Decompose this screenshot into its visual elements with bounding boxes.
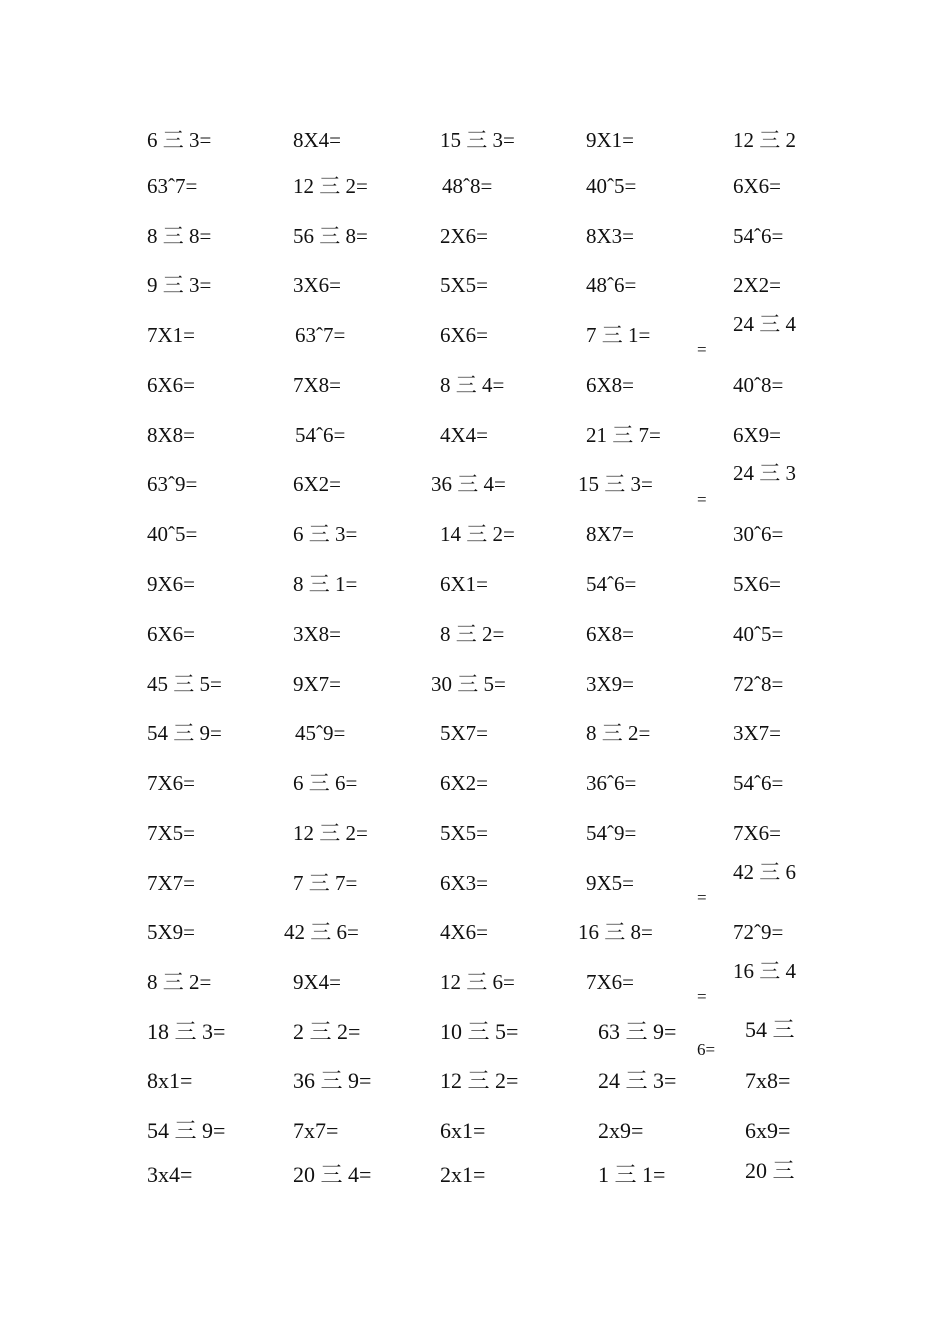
problem-r11-c5: 40ˆ5= [733, 622, 784, 646]
problem-r18-c1: 8 三 2= [147, 970, 212, 994]
problem-r21-c5: 6x9= [745, 1118, 791, 1143]
problem-r8-c4: 15 三 3= [578, 472, 653, 496]
wrapped-equals-mark: = [697, 987, 707, 1006]
problem-r1-c5: 12 三 2 [733, 128, 796, 152]
problem-r20-c3: 12 三 2= [440, 1068, 519, 1093]
problem-r19-c4: 63 三 9= [598, 1019, 677, 1044]
problem-r19-c1: 18 三 3= [147, 1019, 226, 1044]
problem-r6-c2: 7X8= [293, 373, 342, 397]
problem-r18-c2: 9X4= [293, 970, 342, 994]
problem-r13-c3: 5X7= [440, 721, 489, 745]
problem-r13-c2: 45ˆ9= [295, 721, 346, 745]
problem-r7-c2: 54ˆ6= [295, 423, 346, 447]
problem-r21-c4: 2x9= [598, 1118, 644, 1143]
problem-r12-c5: 72ˆ8= [733, 672, 784, 696]
problem-r7-c3: 4X4= [440, 423, 489, 447]
problem-r13-c1: 54 三 9= [147, 721, 222, 745]
problem-r9-c2: 6 三 3= [293, 522, 358, 546]
problem-r10-c1: 9X6= [147, 572, 196, 596]
problem-r22-c5: 20 三 [745, 1158, 795, 1183]
problem-r16-c4: 9X5= [586, 871, 635, 895]
problem-r4-c3: 5X5= [440, 273, 489, 297]
problem-r20-c2: 36 三 9= [293, 1068, 372, 1093]
problem-r6-c1: 6X6= [147, 373, 196, 397]
problem-r19-c3: 10 三 5= [440, 1019, 519, 1044]
problem-r14-c4: 36ˆ6= [586, 771, 637, 795]
problem-r14-c5: 54ˆ6= [733, 771, 784, 795]
problem-r18-c4: 7X6= [586, 970, 635, 994]
problem-r18-c3: 12 三 6= [440, 970, 515, 994]
problem-r14-c3: 6X2= [440, 771, 489, 795]
problem-r9-c4: 8X7= [586, 522, 635, 546]
problem-r12-c3: 30 三 5= [431, 672, 506, 696]
problem-r22-c3: 2x1= [440, 1162, 486, 1187]
problem-r14-c2: 6 三 6= [293, 771, 358, 795]
problem-r15-c1: 7X5= [147, 821, 196, 845]
problem-r2-c2: 12 三 2= [293, 174, 368, 198]
problem-r6-c5: 40ˆ8= [733, 373, 784, 397]
problem-r5-c5: 24 三 4 [733, 312, 796, 336]
problem-r3-c2: 56 三 8= [293, 224, 368, 248]
problem-r8-c5: 24 三 3 [733, 461, 796, 485]
problem-r17-c5: 72ˆ9= [733, 920, 784, 944]
wrapped-equals-mark: 6= [697, 1040, 716, 1059]
problem-r4-c1: 9 三 3= [147, 273, 212, 297]
problem-r16-c1: 7X7= [147, 871, 196, 895]
problem-r19-c5: 54 三 [745, 1017, 795, 1042]
problem-r17-c1: 5X9= [147, 920, 196, 944]
problem-r6-c3: 8 三 4= [440, 373, 505, 397]
problem-r8-c1: 63ˆ9= [147, 472, 198, 496]
problem-r6-c4: 6X8= [586, 373, 635, 397]
problem-r10-c5: 5X6= [733, 572, 782, 596]
problem-r21-c1: 54 三 9= [147, 1118, 226, 1143]
problem-r1-c1: 6 三 3= [147, 128, 212, 152]
wrapped-equals-mark: = [697, 888, 707, 907]
problem-r20-c1: 8x1= [147, 1068, 193, 1093]
problem-r1-c4: 9X1= [586, 128, 635, 152]
problem-r2-c5: 6X6= [733, 174, 782, 198]
problem-r15-c4: 54ˆ9= [586, 821, 637, 845]
problem-r11-c4: 6X8= [586, 622, 635, 646]
problem-r15-c5: 7X6= [733, 821, 782, 845]
wrapped-equals-mark: = [697, 490, 707, 509]
problem-r10-c3: 6X1= [440, 572, 489, 596]
problem-r12-c4: 3X9= [586, 672, 635, 696]
problem-r7-c5: 6X9= [733, 423, 782, 447]
problem-r3-c5: 54ˆ6= [733, 224, 784, 248]
problem-r7-c4: 21 三 7= [586, 423, 661, 447]
problem-r7-c1: 8X8= [147, 423, 196, 447]
problem-r20-c5: 7x8= [745, 1068, 791, 1093]
problem-r22-c2: 20 三 4= [293, 1162, 372, 1187]
problem-r2-c1: 63ˆ7= [147, 174, 198, 198]
problem-r13-c5: 3X7= [733, 721, 782, 745]
problem-r3-c1: 8 三 8= [147, 224, 212, 248]
problem-r20-c4: 24 三 3= [598, 1068, 677, 1093]
problem-r18-c5: 16 三 4 [733, 959, 796, 983]
problem-r5-c2: 63ˆ7= [295, 323, 346, 347]
problem-r14-c1: 7X6= [147, 771, 196, 795]
problem-r22-c1: 3x4= [147, 1162, 193, 1187]
problem-r9-c1: 40ˆ5= [147, 522, 198, 546]
problem-r10-c4: 54ˆ6= [586, 572, 637, 596]
problem-r1-c2: 8X4= [293, 128, 342, 152]
problem-r21-c2: 7x7= [293, 1118, 339, 1143]
problem-r12-c2: 9X7= [293, 672, 342, 696]
problem-r3-c3: 2X6= [440, 224, 489, 248]
problem-r2-c3: 48ˆ8= [442, 174, 493, 198]
problem-r1-c3: 15 三 3= [440, 128, 515, 152]
problem-r12-c1: 45 三 5= [147, 672, 222, 696]
problem-r13-c4: 8 三 2= [586, 721, 651, 745]
problem-r5-c1: 7X1= [147, 323, 196, 347]
problem-r4-c4: 48ˆ6= [586, 273, 637, 297]
problem-r11-c2: 3X8= [293, 622, 342, 646]
problem-r17-c3: 4X6= [440, 920, 489, 944]
problem-r15-c2: 12 三 2= [293, 821, 368, 845]
problem-r8-c3: 36 三 4= [431, 472, 506, 496]
problem-r4-c5: 2X2= [733, 273, 782, 297]
problem-r5-c3: 6X6= [440, 323, 489, 347]
problem-r15-c3: 5X5= [440, 821, 489, 845]
problem-r17-c2: 42 三 6= [284, 920, 359, 944]
problem-r16-c2: 7 三 7= [293, 871, 358, 895]
problem-r3-c4: 8X3= [586, 224, 635, 248]
problem-r11-c1: 6X6= [147, 622, 196, 646]
problem-r9-c5: 30ˆ6= [733, 522, 784, 546]
problem-r17-c4: 16 三 8= [578, 920, 653, 944]
problem-r4-c2: 3X6= [293, 273, 342, 297]
problem-r19-c2: 2 三 2= [293, 1019, 361, 1044]
problem-r8-c2: 6X2= [293, 472, 342, 496]
problem-r22-c4: 1 三 1= [598, 1162, 666, 1187]
problem-r9-c3: 14 三 2= [440, 522, 515, 546]
problem-r2-c4: 40ˆ5= [586, 174, 637, 198]
problem-r10-c2: 8 三 1= [293, 572, 358, 596]
problem-r16-c5: 42 三 6 [733, 860, 796, 884]
problem-r16-c3: 6X3= [440, 871, 489, 895]
problem-r5-c4: 7 三 1= [586, 323, 651, 347]
wrapped-equals-mark: = [697, 340, 707, 359]
problem-r11-c3: 8 三 2= [440, 622, 505, 646]
problem-r21-c3: 6x1= [440, 1118, 486, 1143]
